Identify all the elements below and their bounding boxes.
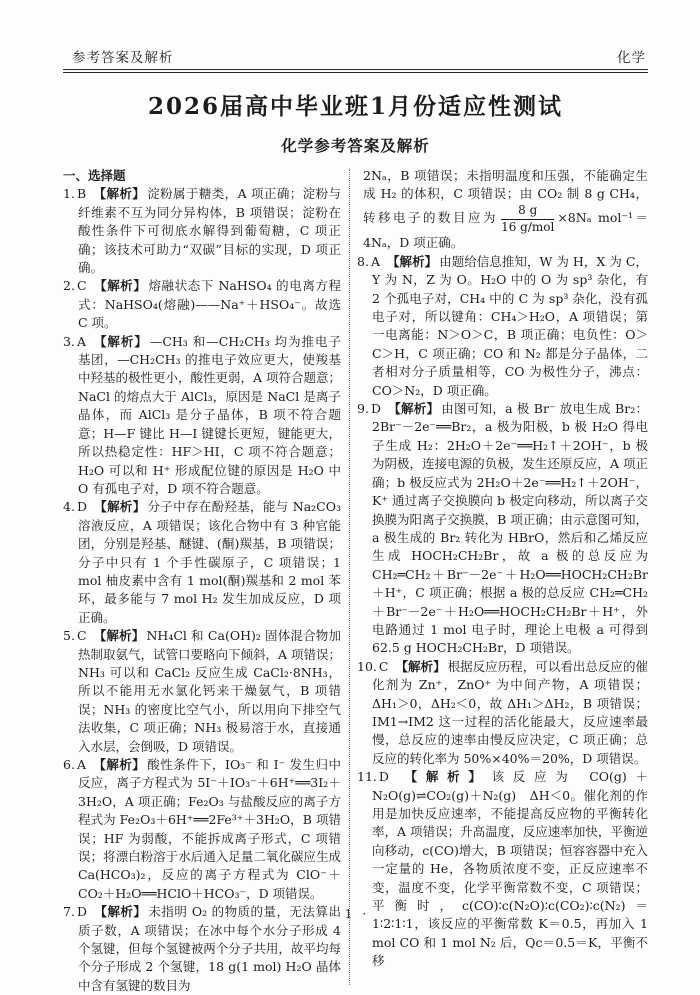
fraction-denominator: 16 g/mol [501, 219, 555, 234]
answer-item-5 [63, 627, 341, 756]
fraction-numerator: 8 g [501, 204, 554, 220]
analysis-tag: 【解析】 [93, 186, 146, 202]
page-number: · 1 · [330, 906, 370, 921]
item-number: 11. [357, 769, 377, 785]
left-column [63, 167, 341, 995]
two-column-body [63, 167, 648, 995]
analysis-tag: 【解析】 [386, 253, 438, 269]
page-header [63, 46, 648, 69]
item-text: 由题给信息推知，W 为 H，X 为 C，Y 为 N，Z 为 O。H₂O 中的 O 为 sp³ 杂化，有 2 个孤电子对，CH₄ 中的 C 为 sp³ 杂化，没有孤电子对，所以键角：CH₄＞H₂O，A 项错误；第一电离能：N＞O＞C，B 项正确；电负性：O＞C＞H，C 项正确；CO 和 N₂ 都是分子晶体，二者相对分子质量相等，CO 为极性分子，沸点：CO＞N₂，D 项正确。 [372, 253, 648, 398]
item-text: 熔融状态下 NaHSO₄ 的电离方程式：NaHSO₄(熔融)——Na⁺＋HSO₄⁻。故选 C 项。 [78, 278, 341, 331]
analysis-tag: 【解析】 [93, 904, 147, 920]
section-heading: 一、选择题 [63, 168, 126, 183]
answer-item-3 [63, 333, 341, 499]
item-number: 4. [63, 499, 75, 515]
item-text: 淀粉属于糖类，A 项正确；淀粉与纤维素不互为同分异构体，B 项错误；淀粉在酸性条件下可彻底水解得到葡萄糖，C 项正确；该技术可助力“双碳”目标的实现，D 项正确。 [78, 186, 341, 276]
analysis-tag: 【解析】 [93, 278, 147, 294]
continuation-text-post: ×8Nₐ mol⁻¹＝4Nₐ，D 项正确。 [363, 209, 648, 251]
header-left-label: 参考答案及解析 [72, 50, 174, 66]
item-number: 7. [63, 904, 75, 920]
item-number: 5. [63, 628, 75, 644]
right-column [357, 167, 648, 995]
page-title: 2026届高中毕业班1月份适应性测试 [147, 93, 564, 120]
column-divider-dotted-line [349, 169, 350, 985]
item-answer: A [76, 757, 86, 772]
item-answer: C [76, 628, 87, 644]
answer-item-9 [357, 400, 648, 658]
continuation-text-pre: 2Nₐ，B 项错误；未指明温度和压强，不能确定生成 H₂ 的体积，C 项错误；由 CO₂ 制 8 g CH₄，转移电子的数目应为 [363, 168, 648, 225]
item-number: 3. [63, 333, 75, 349]
answer-item-11 [357, 768, 648, 970]
item-text: 分子中存在酚羟基，能与 Na₂CO₃ 溶液反应，A 项错误；该化合物中有 3 种官能团，分别是羟基、醚键、(酮)羰基，B 项错误；分子中只有 1 个手性碳原子，C 项错误；1 mol 柚皮素中含有 1 mol(酮)羰基和 2 mol 苯环，最多能与 7 mol H₂ 发生加成反应，D 项正确。 [78, 499, 341, 625]
analysis-tag: 【解析】 [92, 333, 148, 349]
item-answer: A [76, 333, 86, 349]
item-answer: C [76, 278, 87, 294]
item-text: 酸性条件下，IO₃⁻ 和 I⁻ 发生归中反应，离子方程式为 5I⁻＋IO₃⁻＋6H⁺══3I₂＋3H₂O，A 项正确；Fe₂O₃ 与盐酸反应的离子方程式为 Fe₂O₃＋6H⁺══2Fe³⁺＋3H₂O，B 项错误；HF 为弱酸，不能拆成离子形式，C 项错误；将漂白粉溶于水后通入足量二氧化碳应生成 Ca(HCO₃)₂，反应的离子方程式为 ClO⁻＋CO₂＋H₂O══HClO＋HCO₃⁻，D 项错误。 [78, 757, 341, 901]
item-number: 9. [357, 401, 369, 417]
header-subject-label: 化学 [617, 50, 646, 66]
item-number: 1. [63, 186, 75, 202]
item-text: 未指明 O₂ 的物质的量，无法算出质子数，A 项错误；在冰中每个水分子形成 4 个氢键，但每个氢键被两个分子共用，故平均每个分子形成 2 个氢键，18 g(1 mol) H₂O 晶体中含有氢键的数目为 [78, 904, 341, 993]
answer-item-4 [63, 498, 341, 627]
item-text: 由图可知，a 极 Br⁻ 放电生成 Br₂：2Br⁻－2e⁻══Br₂，a 极为阳极，b 极 H₂O 得电子生成 H₂：2H₂O＋2e⁻══H₂↑＋2OH⁻，b 极为阴极，连接电源的负极，发生还原反应，A 项正确；b 极反应式为 2H₂O＋2e⁻══H₂↑＋2OH⁻，K⁺ 通过离子交换膜向 b 极定向移动，所以离子交换膜为阳离子交换膜，B 项正确；由示意图可知，a 极生成的 Br₂ 转化为 HBrO，然后和乙烯反应生成 HOCH₂CH₂Br，故 a 极的总反应为 CH₂═CH₂＋Br⁻－2e⁻＋H₂O══HOCH₂CH₂Br＋H⁺，C 项正确；根据 a 极的总反应 CH₂═CH₂＋Br⁻－2e⁻＋H₂O══HOCH₂CH₂Br＋H⁺，外电路通过 1 mol 电子时，理论上电极 a 可得到 62.5 g HOCH₂CH₂Br，D 项错误。 [372, 401, 648, 656]
answer-item-1 [63, 185, 341, 277]
item-number: 2. [63, 278, 75, 294]
analysis-tag: 【解析】 [93, 499, 146, 515]
item-number: 6. [63, 757, 75, 772]
analysis-tag: 【解析】 [395, 658, 446, 674]
answer-item-7-continuation [357, 167, 648, 253]
answer-item-6 [63, 756, 341, 903]
page-subtitle: 化学参考答案及解析 [281, 137, 430, 155]
item-answer: D [76, 904, 87, 920]
analysis-tag: 【解析】 [387, 401, 440, 417]
analysis-tag: 【解析】 [395, 769, 490, 785]
answer-item-8 [357, 253, 648, 400]
item-answer: D [76, 499, 87, 515]
header-double-rule [63, 69, 648, 73]
item-number: 10. [357, 658, 377, 674]
answer-item-10 [357, 658, 648, 768]
analysis-tag: 【解析】 [92, 757, 146, 772]
item-answer: A [370, 253, 380, 269]
item-text: —CH₃ 和—CH₂CH₃ 均为推电子基团，—CH₂CH₃ 的推电子效应更大，使羧基中羟基的极性更小，酸性更弱，A 项符合题意；NaCl 的熔点大于 AlCl₃，原因是 NaCl 是离子晶体，而 AlCl₃ 是分子晶体，B 项不符合题意；H—F 键比 H—I 键键长更短，键能更大，所以热稳定性：HF＞HI，C 项不符合题意；H₂O 可以和 H⁺ 形成配位键的原因是 H₂O 中 O 有孤电子对，D 项不符合题意。 [78, 333, 342, 496]
item-answer: C [378, 658, 389, 674]
item-answer: B [76, 186, 87, 202]
item-answer: D [378, 769, 389, 785]
analysis-tag: 【解析】 [93, 628, 145, 644]
item-answer: D [370, 401, 381, 417]
answer-item-2 [63, 277, 341, 332]
item-text: 根据反应历程，可以看出总反应的催化剂为 Zn⁺，ZnO⁺ 为中间产物，A 项错误；ΔH₁＞0，ΔH₂＜0，故 ΔH₁＞ΔH₂，B 项错误；IM1→IM2 这一过程的活化能最大，反应速率最慢，总反应的速率由慢反应决定，C 项正确；总反应的转化率为 50%×40%＝20%，D 项错误。 [372, 658, 648, 766]
item-number: 8. [357, 253, 369, 269]
item-text: 该反应为 CO(g)＋N₂O(g)⇌CO₂(g)＋N₂(g) ΔH＜0。催化剂的作用是加快反应速率，不能提高反应物的平衡转化率，A 项错误；升高温度，反应速率加快，平衡逆向移动，c(CO)增大，B 项错误；恒容容器中充入一定量的 He，各物质浓度不变，正反应速率不变，温度不变，化学平衡常数不变，C 项错误；平衡时，c(CO)∶c(N₂O)∶c(CO₂)∶c(N₂)＝1∶2∶1∶1，该反应的平衡常数 K＝0.5，再加入 1 mol CO 和 1 mol N₂ 后，Qc＝0.5＝K，平衡不移 [372, 769, 648, 969]
fraction [501, 204, 554, 235]
item-text: NH₄Cl 和 Ca(OH)₂ 固体混合物加热制取氨气，试管口要略向下倾斜，A 项错误；NH₃ 可以和 CaCl₂ 反应生成 CaCl₂·8NH₃，所以不能用无水氯化钙来干燥氨气，B 项错误；NH₃ 的密度比空气小，所以用向下排空气法收集，C 项正确；NH₃ 极易溶于水，直接通入水层，会倒吸，D 项错误。 [78, 628, 342, 754]
